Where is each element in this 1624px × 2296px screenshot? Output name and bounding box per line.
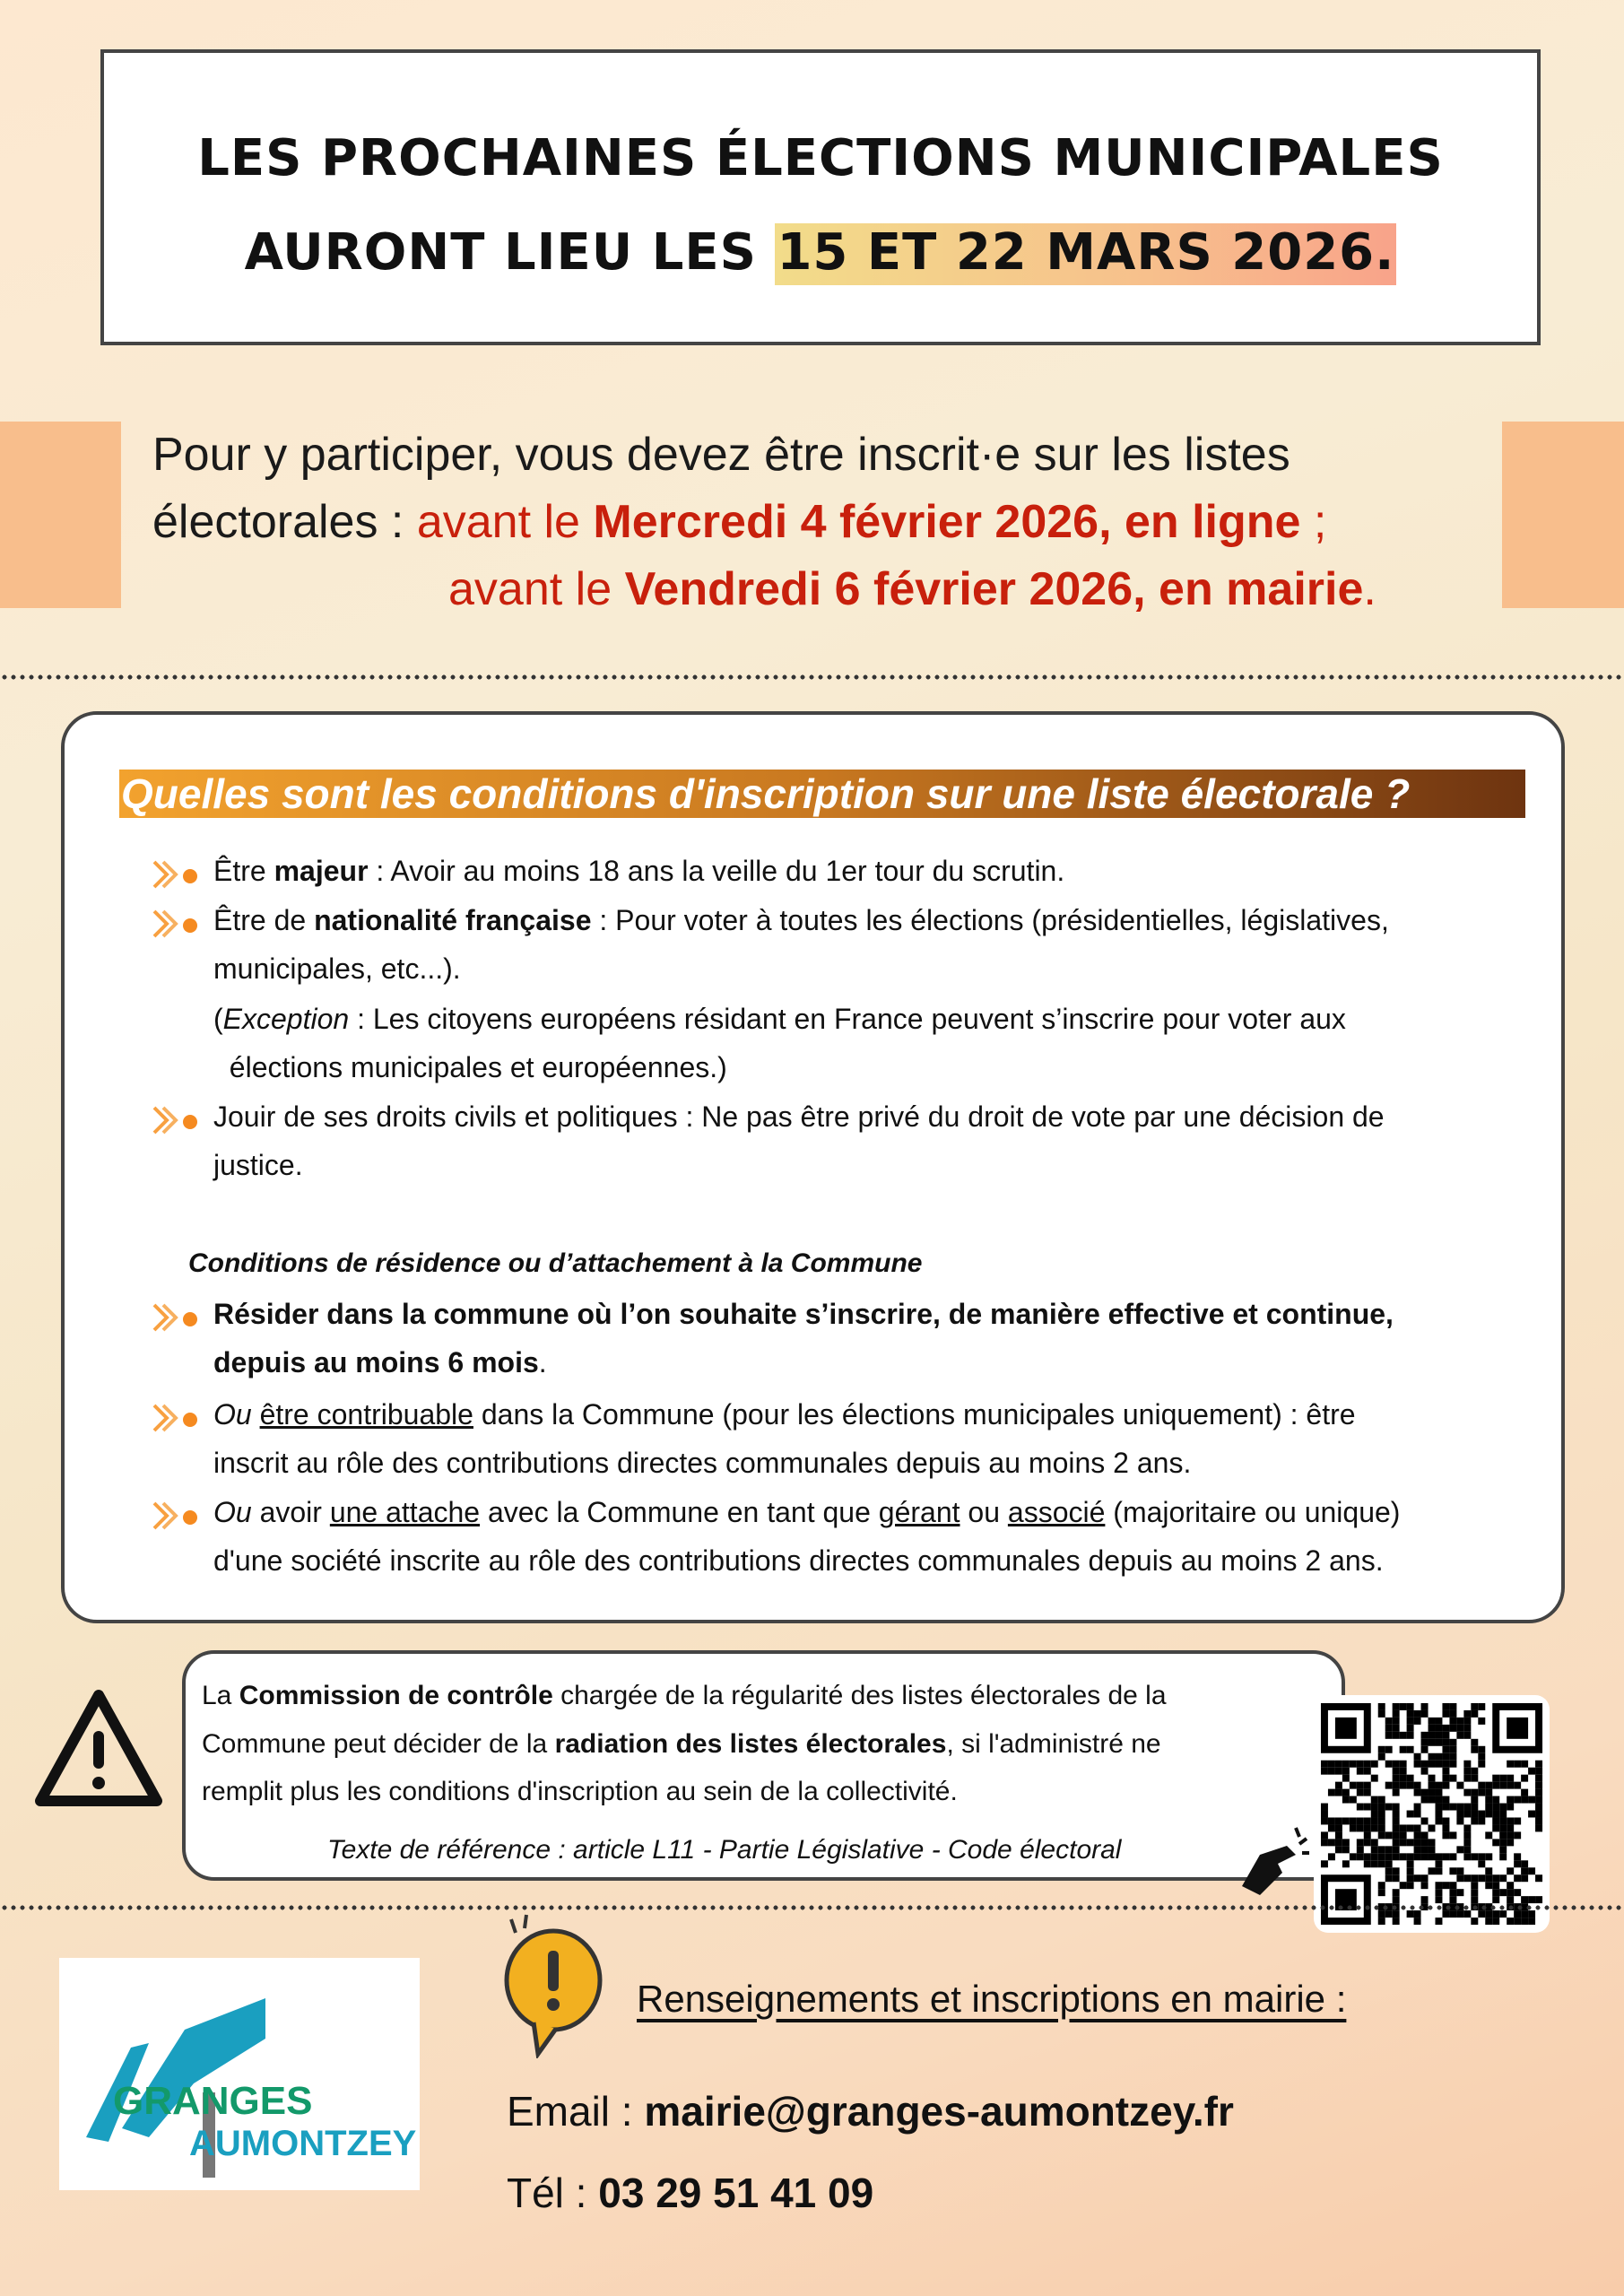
- residence-subheading: Conditions de résidence ou d’attachement à la Commune: [188, 1248, 923, 1278]
- text-segment: municipales, etc...).: [213, 952, 461, 985]
- intro-line-1: Pour y participer, vous devez être inscrit·e sur les listes: [152, 429, 1290, 481]
- text-line: [213, 952, 461, 986]
- qr-code[interactable]: [1314, 1695, 1550, 1933]
- bullet-chevron-icon: [151, 1300, 201, 1335]
- dotted-divider-bottom: [0, 1905, 1624, 1910]
- text-segment: avec la Commune en tant que: [480, 1496, 879, 1528]
- intro-prefix: électorales :: [152, 496, 417, 548]
- text-line: [213, 1298, 1394, 1331]
- pointing-hand-icon: [1233, 1819, 1314, 1909]
- text-segment: [252, 1398, 260, 1431]
- title-prefix: AURONT LIEU LES: [244, 223, 776, 282]
- title-line-1: LES PROCHAINES ÉLECTIONS MUNICIPALES: [197, 129, 1444, 187]
- title-dates-highlight: 15 ET 22 MARS 2026.: [775, 223, 1396, 285]
- conditions-heading: Quelles sont les conditions d'inscription sur une liste électorale ?: [119, 770, 1525, 818]
- dotted-divider: [0, 674, 1624, 680]
- logo-text-granges: GRANGES: [113, 2079, 313, 2123]
- text-segment: Exception: [222, 1003, 350, 1035]
- text-segment: Résider dans la commune où l’on souhaite s’inscrire, de manière effective et continue,: [213, 1298, 1394, 1330]
- intro-line-3: [152, 556, 1376, 623]
- text-segment: : Avoir au moins 18 ans la veille du 1er tour du scrutin.: [368, 855, 1065, 887]
- deadline-online-prefix: avant le: [416, 496, 594, 548]
- text-segment: gérant: [878, 1496, 960, 1528]
- intro-text: [152, 422, 1376, 623]
- text-line: [213, 1051, 727, 1084]
- bullet-chevron-icon: [151, 1102, 201, 1138]
- text-line: [213, 1496, 1400, 1529]
- warning-triangle-icon: [31, 1686, 166, 1816]
- punct: ;: [1300, 496, 1327, 548]
- deadline-mairie: Vendredi 6 février 2026, en mairie: [624, 563, 1364, 615]
- text-segment: avoir: [251, 1496, 330, 1528]
- text-line: [213, 1447, 1191, 1480]
- info-bubble-icon: [489, 1910, 614, 2063]
- left-accent-bar: [0, 422, 121, 608]
- text-segment: Texte de référence : article L11 - Partie Législative - Code électoral: [327, 1835, 1122, 1865]
- text-line: [202, 1777, 958, 1807]
- text-segment: (: [213, 1003, 223, 1035]
- text-segment: dans la Commune (pour les élections municipales uniquement) : être: [473, 1398, 1356, 1431]
- text-line: [213, 1544, 1384, 1578]
- text-segment: Ou: [213, 1398, 252, 1431]
- text-line: [213, 1003, 1346, 1036]
- text-segment: élections municipales et européennes.): [213, 1051, 727, 1083]
- text-line: [202, 1681, 1167, 1711]
- logo-text-aumontzey: AUMONTZEY: [189, 2124, 417, 2163]
- text-segment: associé: [1007, 1496, 1106, 1528]
- phone-line: [507, 2169, 873, 2217]
- email-line: [507, 2087, 1234, 2135]
- text-segment: La: [202, 1681, 239, 1710]
- text-segment: chargée de la régularité des listes électorales de la: [552, 1681, 1167, 1710]
- text-segment: : Pour voter à toutes les élections (présidentielles, législatives,: [591, 904, 1389, 936]
- text-segment: depuis au moins 6 mois: [213, 1346, 539, 1378]
- text-segment: une attache: [329, 1496, 481, 1528]
- text-segment: .: [538, 1346, 547, 1378]
- title-line-2: [104, 223, 1537, 282]
- text-segment: radiation des listes électorales: [554, 1729, 947, 1759]
- text-segment: Jouir de ses droits civils et politiques : Ne pas être privé du droit de vote par une décision de: [213, 1100, 1385, 1133]
- text-line: [202, 1729, 1161, 1760]
- phone-number[interactable]: 03 29 51 41 09: [598, 2170, 874, 2216]
- text-segment: : Les citoyens européens résidant en France peuvent s’inscrire pour voter aux: [349, 1003, 1346, 1035]
- text-segment: être contribuable: [259, 1398, 473, 1431]
- right-accent-bar: [1502, 422, 1624, 608]
- text-line: [213, 1398, 1356, 1431]
- text-segment: Ou: [213, 1496, 252, 1528]
- text-segment: inscrit au rôle des contributions directes communales depuis au moins 2 ans.: [213, 1447, 1192, 1479]
- text-line: [213, 1100, 1385, 1134]
- text-line: [327, 1835, 1121, 1866]
- text-segment: Être de: [213, 904, 315, 936]
- bullet-chevron-icon: [151, 857, 201, 892]
- text-segment: Commission de contrôle: [239, 1681, 553, 1710]
- bullet-chevron-icon: [151, 1498, 201, 1534]
- text-line: [213, 855, 1064, 888]
- text-segment: majeur: [274, 855, 369, 887]
- text-segment: (majoritaire ou unique): [1105, 1496, 1401, 1528]
- text-segment: nationalité française: [314, 904, 592, 936]
- text-segment: Commune peut décider de la: [202, 1729, 555, 1759]
- text-segment: ou: [960, 1496, 1008, 1528]
- punct: .: [1363, 563, 1376, 615]
- intro-line-2: [152, 489, 1376, 556]
- bullet-chevron-icon: [151, 906, 201, 942]
- title-box: [100, 49, 1541, 345]
- text-segment: d'une société inscrite au rôle des contributions directes communales depuis au moins 2 ans.: [213, 1544, 1384, 1577]
- text-segment: Être: [213, 855, 274, 887]
- phone-label: Tél :: [507, 2170, 599, 2216]
- granges-aumontzey-logo: [59, 1958, 420, 2190]
- deadline-mairie-prefix: avant le: [448, 563, 625, 615]
- text-segment: remplit plus les conditions d'inscription au sein de la collectivité.: [202, 1777, 958, 1806]
- deadline-online: Mercredi 4 février 2026, en ligne: [593, 496, 1301, 548]
- text-line: [213, 1149, 303, 1182]
- text-segment: justice.: [213, 1149, 303, 1181]
- bullet-chevron-icon: [151, 1400, 201, 1436]
- email-link[interactable]: mairie@granges-aumontzey.fr: [644, 2088, 1234, 2135]
- info-title: Renseignements et inscriptions en mairie :: [637, 1978, 1347, 2020]
- text-line: [213, 904, 1389, 937]
- text-line: [213, 1346, 547, 1379]
- text-segment: , si l'administré ne: [946, 1729, 1161, 1759]
- email-label: Email :: [507, 2088, 645, 2135]
